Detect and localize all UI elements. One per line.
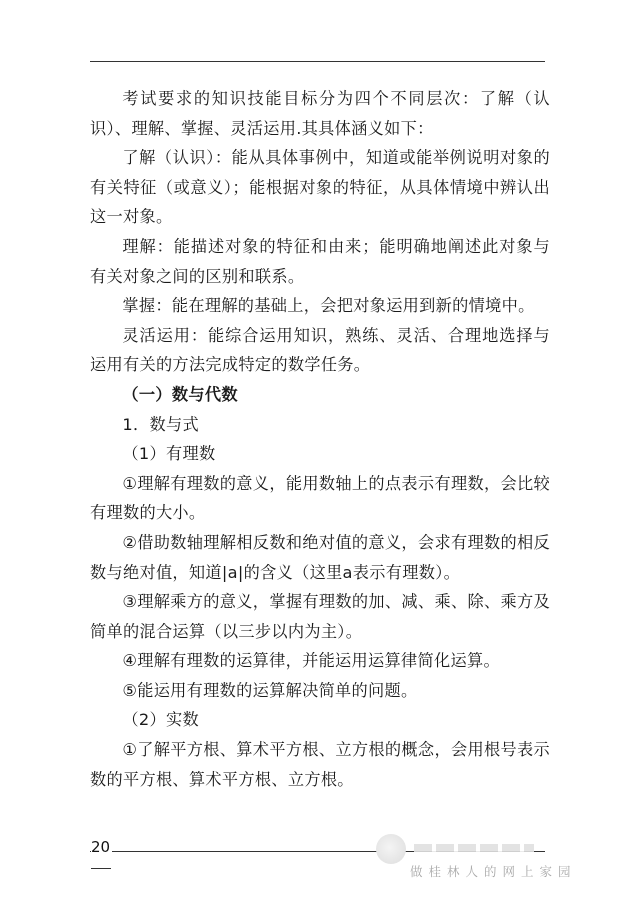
- watermark: [372, 830, 592, 890]
- page-number: 20: [91, 838, 111, 856]
- paragraph: 了解（认识）：能从具体事例中，知道或能举例说明对象的有关特征（或意义）；能根据对象的特征，从具体情境中辨认出这一对象。: [90, 148, 550, 227]
- watermark-logo-icon: [376, 834, 406, 864]
- header-rule: [90, 61, 545, 62]
- paragraph: 掌握：能在理解的基础上，会把对象运用到新的情境中。: [122, 296, 535, 316]
- list-item: ④理解有理数的运算律，并能运用运算律简化运算。: [122, 651, 500, 671]
- subsection-heading: 1．数与式: [122, 414, 199, 434]
- list-item: ②借助数轴理解相反数和绝对值的意义，会求有理数的相反数与绝对值，知道|a|的含义（这里a表示有理数）。: [90, 532, 550, 582]
- list-item: ①了解平方根、算术平方根、立方根的概念，会用根号表示数的平方根、算术平方根、立方根。: [90, 740, 550, 789]
- paragraph: 理解：能描述对象的特征和由来；能明确地阐述此对象与有关对象之间的区别和联系。: [90, 236, 550, 286]
- footer-dash: [91, 868, 111, 869]
- subsection-heading: （1）有理数: [122, 444, 216, 464]
- list-item: ⑤能运用有理数的运算解决简单的问题。: [122, 680, 418, 700]
- paragraph: 灵活运用：能综合运用知识，熟练、灵活、合理地选择与运用有关的方法完成特定的数学任务。: [90, 325, 550, 375]
- subsection-heading: （2）实数: [122, 710, 199, 730]
- watermark-text: 做桂林人的网上家园: [410, 864, 577, 879]
- paragraph: 考试要求的知识技能目标分为四个不同层次：了解（认识）、理解、掌握、灵活运用.其具体涵义如下：: [90, 89, 550, 138]
- watermark-bars: [414, 844, 534, 852]
- section-heading: （一）数与代数: [122, 384, 238, 404]
- list-item: ③理解乘方的意义，掌握有理数的加、减、乘、除、乘方及简单的混合运算（以三步以内为主）。: [90, 592, 550, 641]
- page-body: [90, 84, 550, 794]
- list-item: ①理解有理数的意义，能用数轴上的点表示有理数，会比较有理数的大小。: [90, 473, 550, 523]
